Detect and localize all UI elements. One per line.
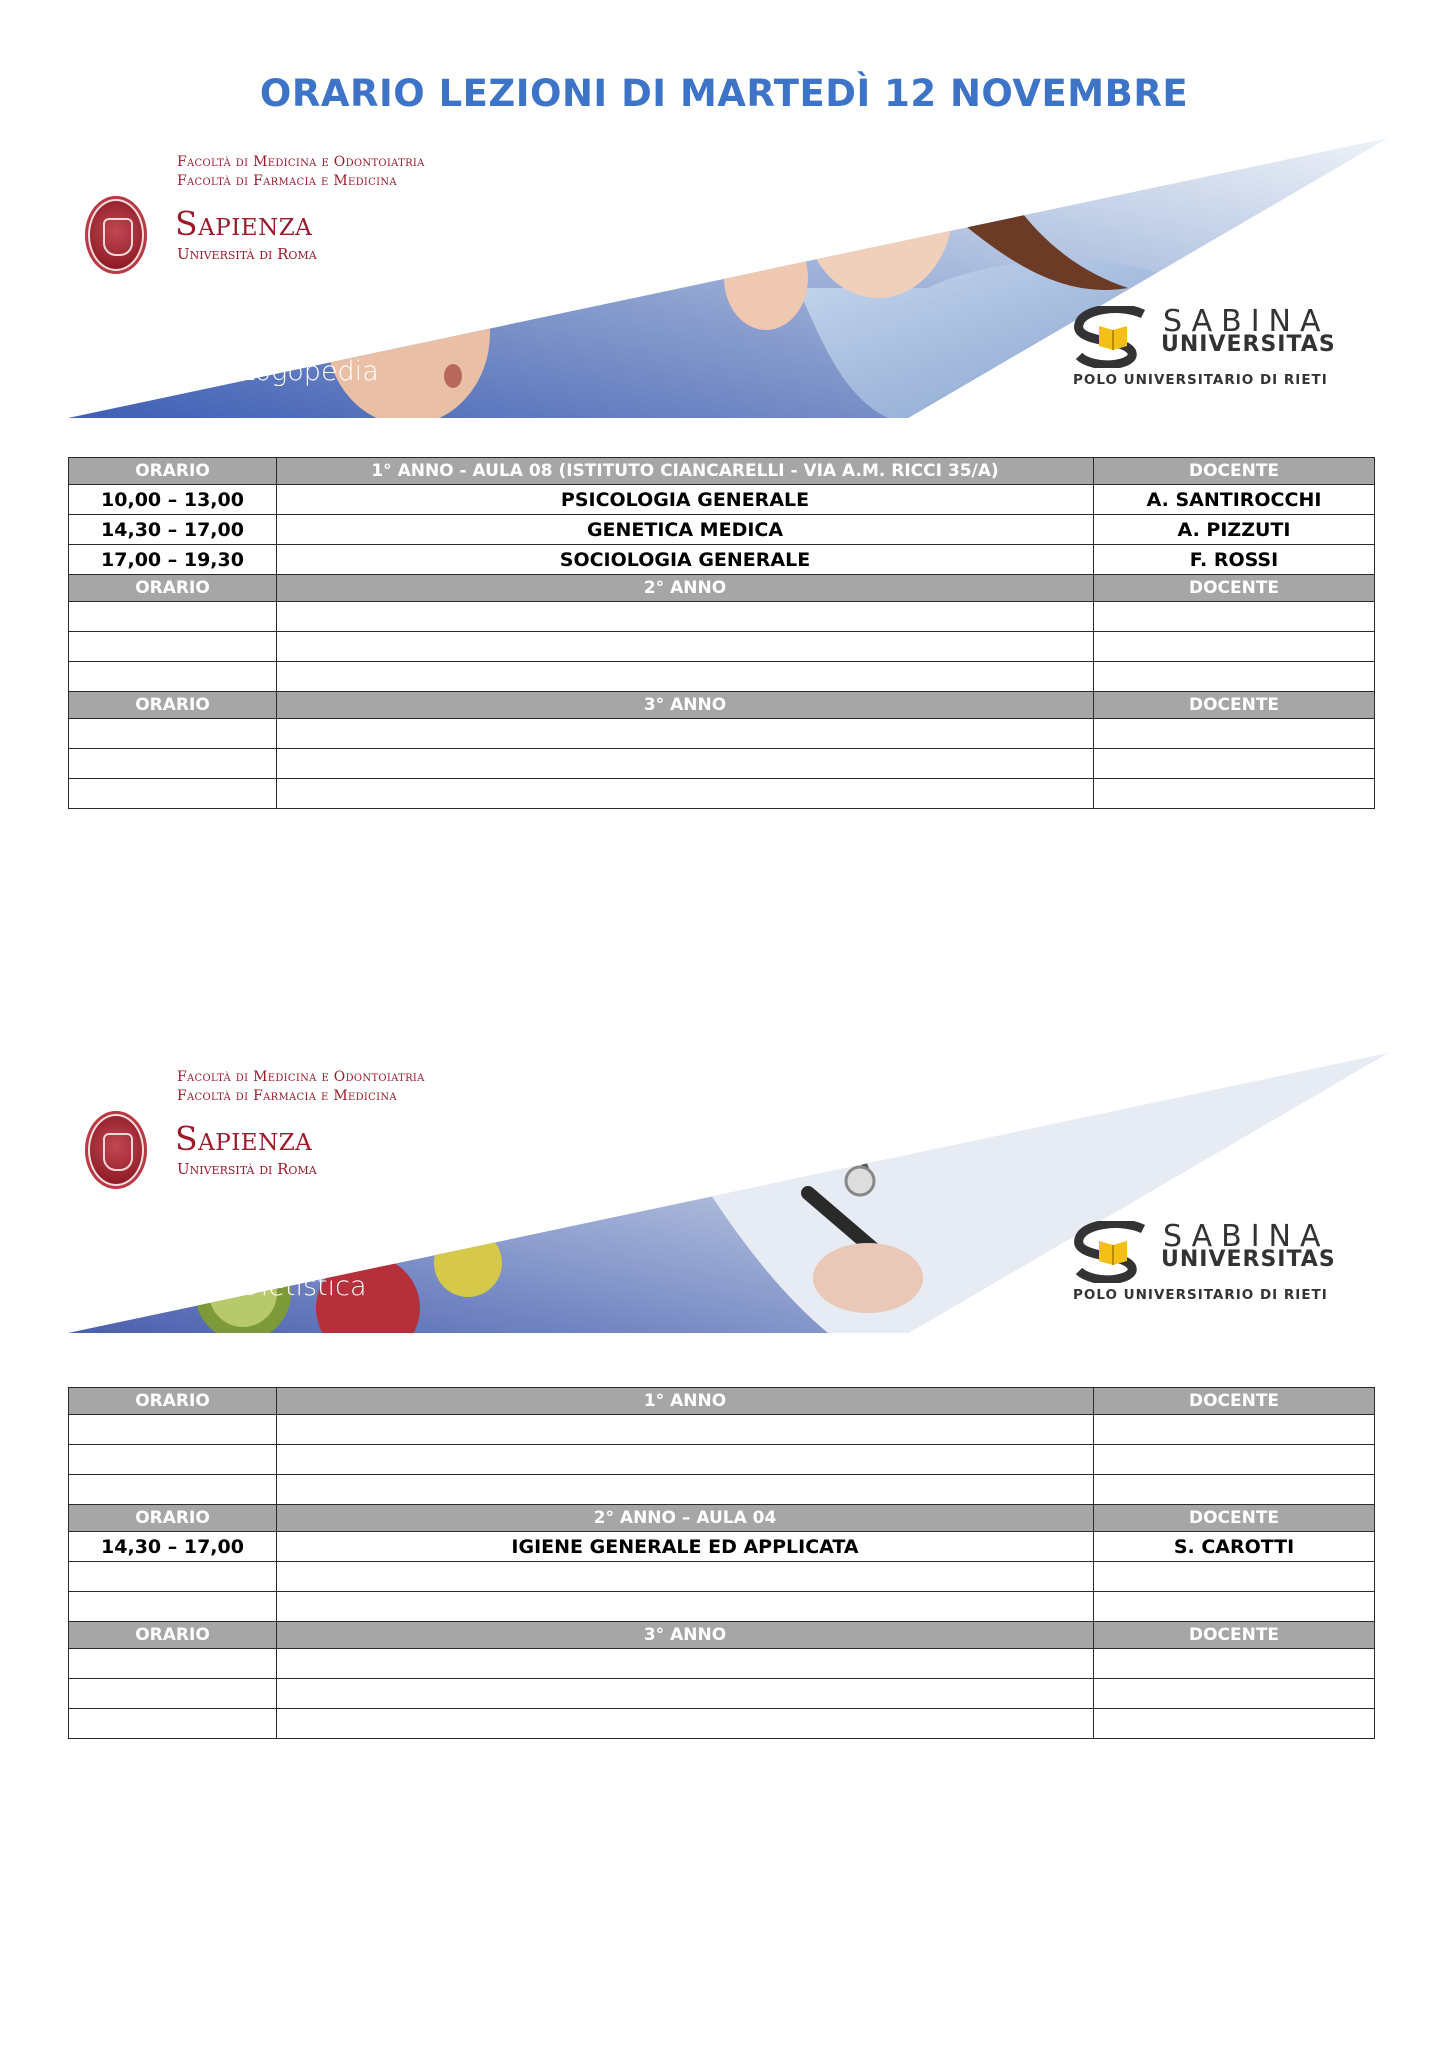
header-orario: ORARIO: [69, 1505, 277, 1532]
cell-orario: [69, 1709, 277, 1739]
cell-orario: [69, 1445, 277, 1475]
table-header-row: [69, 692, 1375, 719]
table-row: [69, 749, 1375, 779]
partner-polo: POLO UNIVERSITARIO DI RIETI: [1073, 1287, 1328, 1303]
cell-docente: [1094, 662, 1375, 692]
header-orario: ORARIO: [69, 692, 277, 719]
cell-orario: [69, 1562, 277, 1592]
table-row: [69, 719, 1375, 749]
table-header-row: [69, 1388, 1375, 1415]
cell-orario: [69, 749, 277, 779]
partner-subtitle: UNIVERSITAS: [1161, 1247, 1336, 1272]
cell-orario: 17,00 – 19,30: [69, 545, 277, 575]
cell-corso: [277, 1445, 1094, 1475]
cell-corso: [277, 1475, 1094, 1505]
partner-name: SABINA: [1163, 304, 1330, 339]
university-subtitle: Università di Roma: [177, 245, 317, 263]
sabina-book-logo-icon: [1073, 306, 1153, 368]
header-year: 2° ANNO – AULA 04: [277, 1505, 1094, 1532]
cell-orario: [69, 1475, 277, 1505]
cell-docente: [1094, 779, 1375, 809]
cell-orario: [69, 632, 277, 662]
header-orario: ORARIO: [69, 1388, 277, 1415]
cell-orario: [69, 779, 277, 809]
header-year: 3° ANNO: [277, 1622, 1094, 1649]
header-year: 1° ANNO: [277, 1388, 1094, 1415]
cell-orario: [69, 1679, 277, 1709]
table-row: [69, 1679, 1375, 1709]
cell-corso: GENETICA MEDICA: [277, 515, 1094, 545]
cell-corso: [277, 1649, 1094, 1679]
faculty-line-1: Facoltà di Medicina e Odontoiatria: [177, 1069, 425, 1085]
cell-corso: [277, 1592, 1094, 1622]
header-orario: ORARIO: [69, 458, 277, 485]
cell-orario: 10,00 – 13,00: [69, 485, 277, 515]
table-row: [69, 485, 1375, 515]
university-subtitle: Università di Roma: [177, 1160, 317, 1178]
sabina-universitas-logo: [1073, 306, 1373, 396]
cell-orario: 14,30 – 17,00: [69, 515, 277, 545]
faculty-line-2: Facoltà di Farmacia e Medicina: [177, 1088, 397, 1104]
cell-corso: SOCIOLOGIA GENERALE: [277, 545, 1094, 575]
cell-corso: [277, 1415, 1094, 1445]
table-row: [69, 779, 1375, 809]
schedule-table-logopedia: [68, 457, 1375, 809]
cell-docente: [1094, 602, 1375, 632]
table-row: [69, 1415, 1375, 1445]
schedule-table-dietistica: [68, 1387, 1375, 1739]
sapienza-logo: [85, 154, 485, 284]
cell-corso: [277, 719, 1094, 749]
cell-corso: [277, 779, 1094, 809]
partner-name: SABINA: [1163, 1219, 1330, 1254]
cell-corso: PSICOLOGIA GENERALE: [277, 485, 1094, 515]
cell-docente: [1094, 632, 1375, 662]
header-orario: ORARIO: [69, 1622, 277, 1649]
cell-docente: [1094, 1592, 1375, 1622]
header-docente: DOCENTE: [1094, 575, 1375, 602]
course-name: Logopedia: [240, 356, 379, 387]
cell-docente: F. ROSSI: [1094, 545, 1375, 575]
cell-corso: [277, 602, 1094, 632]
cell-orario: 14,30 – 17,00: [69, 1532, 277, 1562]
cell-docente: [1094, 1475, 1375, 1505]
cell-corso: [277, 632, 1094, 662]
cell-docente: [1094, 1649, 1375, 1679]
cell-corso: [277, 1679, 1094, 1709]
cell-corso: [277, 749, 1094, 779]
university-name: Sapienza: [175, 1119, 313, 1158]
cell-docente: [1094, 1415, 1375, 1445]
cell-orario: [69, 602, 277, 632]
cell-docente: [1094, 749, 1375, 779]
cell-corso: [277, 662, 1094, 692]
table-row: [69, 632, 1375, 662]
cell-docente: A. SANTIROCCHI: [1094, 485, 1375, 515]
table-row: [69, 545, 1375, 575]
header-docente: DOCENTE: [1094, 692, 1375, 719]
faculty-line-2: Facoltà di Farmacia e Medicina: [177, 173, 397, 189]
header-year: 3° ANNO: [277, 692, 1094, 719]
sabina-book-logo-icon: [1073, 1221, 1153, 1283]
table-row: [69, 1649, 1375, 1679]
cell-docente: [1094, 1679, 1375, 1709]
sapienza-seal-icon: [85, 196, 147, 274]
table-header-row: [69, 575, 1375, 602]
page-title: ORARIO LEZIONI DI MARTEDÌ 12 NOVEMBRE: [259, 72, 1189, 115]
partner-polo: POLO UNIVERSITARIO DI RIETI: [1073, 372, 1328, 388]
header-docente: DOCENTE: [1094, 1505, 1375, 1532]
header-orario: ORARIO: [69, 575, 277, 602]
cell-docente: [1094, 1709, 1375, 1739]
header-docente: DOCENTE: [1094, 1622, 1375, 1649]
cell-orario: [69, 1649, 277, 1679]
table-row: [69, 1445, 1375, 1475]
cell-corso: [277, 1562, 1094, 1592]
cell-corso: IGIENE GENERALE ED APPLICATA: [277, 1532, 1094, 1562]
partner-subtitle: UNIVERSITAS: [1161, 332, 1336, 357]
faculty-line-1: Facoltà di Medicina e Odontoiatria: [177, 154, 425, 170]
header-docente: DOCENTE: [1094, 458, 1375, 485]
university-name: Sapienza: [175, 204, 313, 243]
table-row: [69, 1592, 1375, 1622]
table-row: [69, 1709, 1375, 1739]
cell-corso: [277, 1709, 1094, 1739]
cell-orario: [69, 662, 277, 692]
header-year: 2° ANNO: [277, 575, 1094, 602]
course-name: Dietistica: [240, 1271, 367, 1302]
table-header-row: [69, 458, 1375, 485]
cell-docente: [1094, 719, 1375, 749]
table-header-row: [69, 1505, 1375, 1532]
header-docente: DOCENTE: [1094, 1388, 1375, 1415]
table-row: [69, 1562, 1375, 1592]
banner-dietistica: [68, 1053, 1388, 1333]
cell-docente: [1094, 1445, 1375, 1475]
table-row: [69, 515, 1375, 545]
banner-logopedia: [68, 138, 1388, 418]
cell-docente: S. CAROTTI: [1094, 1532, 1375, 1562]
cell-orario: [69, 1592, 277, 1622]
sapienza-seal-icon: [85, 1111, 147, 1189]
table-header-row: [69, 1622, 1375, 1649]
header-year: 1° ANNO - AULA 08 (ISTITUTO CIANCARELLI - VIA A.M. RICCI 35/A): [277, 458, 1094, 485]
cell-docente: A. PIZZUTI: [1094, 515, 1375, 545]
table-row: [69, 662, 1375, 692]
sabina-universitas-logo: [1073, 1221, 1373, 1311]
cell-docente: [1094, 1562, 1375, 1592]
table-row: [69, 602, 1375, 632]
table-row: [69, 1532, 1375, 1562]
cell-orario: [69, 1415, 277, 1445]
cell-orario: [69, 719, 277, 749]
sapienza-logo: [85, 1069, 485, 1199]
table-row: [69, 1475, 1375, 1505]
